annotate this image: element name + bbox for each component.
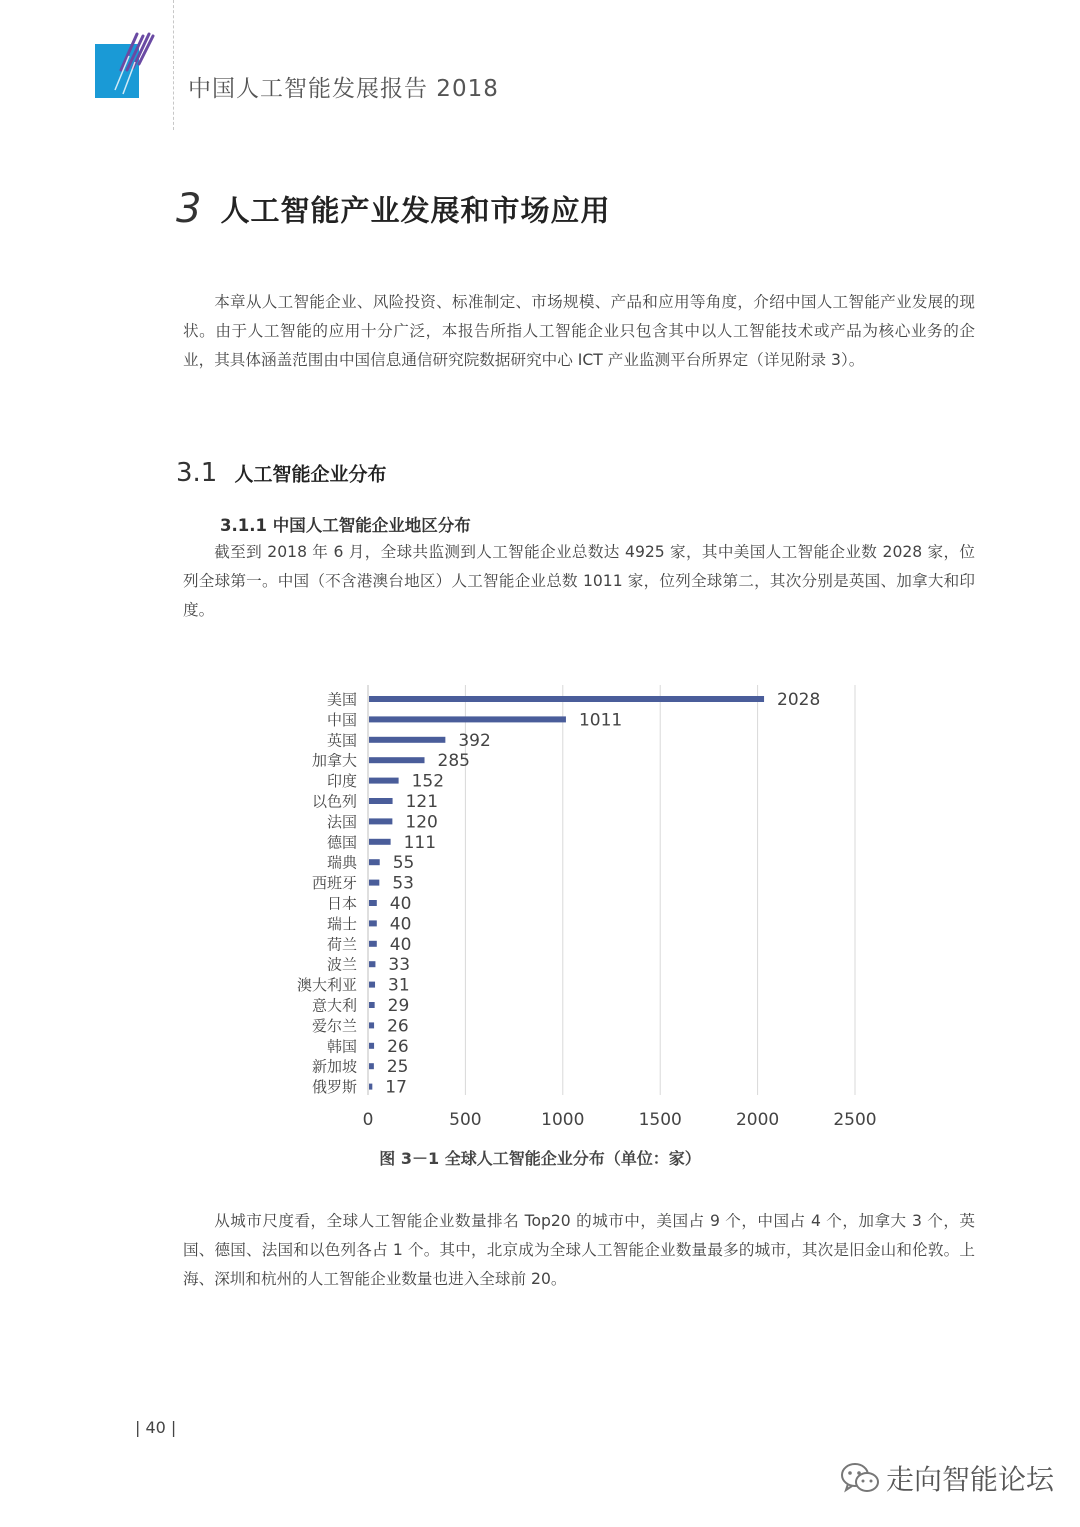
chart-data-label: 392 bbox=[458, 730, 491, 751]
section-number: 3.1 bbox=[176, 458, 218, 488]
chart-category-label: 新加坡 bbox=[311, 1057, 357, 1076]
chart-category-label: 意大利 bbox=[311, 996, 357, 1015]
chart-bar bbox=[369, 1022, 374, 1028]
section-heading bbox=[176, 458, 386, 488]
chart-category-label: 日本 bbox=[326, 894, 357, 913]
chart-data-label: 26 bbox=[387, 1016, 409, 1037]
enterprise-distribution-chart bbox=[0, 675, 1080, 1135]
header-divider bbox=[173, 0, 174, 130]
body-paragraph-3: 从城市尺度看，全球人工智能企业数量排名 Top20 的城市中，美国占 9 个，中国占 4 个，加拿大 3 个，英国、德国、法国和以色列各占 1 个。其中，北京成为全球人工智能企业数量最多的城市，其次是旧金山和伦敦。上海、深圳和杭州的人工智能企业数量也进入全球前 20。 bbox=[183, 1212, 975, 1288]
chart-category-label: 俄罗斯 bbox=[311, 1078, 357, 1097]
chart-category-label: 英国 bbox=[326, 731, 357, 750]
chart-bar bbox=[369, 757, 425, 763]
chart-data-label: 121 bbox=[405, 792, 439, 812]
chart-category-label: 韩国 bbox=[326, 1037, 357, 1056]
chart-category-label: 加拿大 bbox=[311, 751, 357, 770]
chart-bar bbox=[369, 982, 375, 988]
chart-data-label: 53 bbox=[392, 873, 414, 894]
chart-data-labels bbox=[385, 690, 820, 1098]
page-number: | 40 | bbox=[135, 1418, 177, 1437]
report-logo-icon bbox=[95, 30, 155, 98]
chart-data-label: 40 bbox=[389, 934, 412, 955]
chapter-title-text: 人工智能产业发展和市场应用 bbox=[220, 193, 611, 228]
chart-bar bbox=[369, 1043, 374, 1049]
chart-data-label: 17 bbox=[385, 1077, 407, 1098]
chart-data-label: 31 bbox=[388, 975, 410, 996]
chart-data-label: 33 bbox=[388, 955, 411, 976]
chart-data-label: 152 bbox=[411, 771, 445, 792]
chart-category-label: 中国 bbox=[326, 710, 357, 729]
chart-bar bbox=[369, 920, 377, 926]
chart-category-label: 爱尔兰 bbox=[311, 1016, 357, 1035]
chart-bar bbox=[369, 716, 566, 722]
chart-category-label: 荷兰 bbox=[326, 935, 357, 954]
chart-category-label: 西班牙 bbox=[311, 874, 357, 893]
chart-data-label: 120 bbox=[405, 812, 438, 833]
chart-bar bbox=[369, 961, 375, 967]
chart-category-label: 印度 bbox=[326, 772, 357, 791]
chart-data-label: 40 bbox=[389, 894, 412, 914]
chart-category-label: 瑞士 bbox=[326, 914, 357, 933]
chart-bar bbox=[369, 818, 392, 824]
chart-x-tick-label: 2000 bbox=[735, 1110, 780, 1130]
chart-bar bbox=[369, 1063, 374, 1069]
chart-x-tick-label: 0 bbox=[362, 1110, 374, 1130]
chart-bar bbox=[369, 1002, 375, 1008]
figure-caption: 图 3－1 全球人工智能企业分布（单位：家） bbox=[379, 1149, 701, 1168]
wechat-icon bbox=[840, 1461, 880, 1495]
chart-bar bbox=[369, 737, 445, 743]
watermark-text: 走向智能论坛 bbox=[886, 1463, 1055, 1496]
chart-bar bbox=[369, 839, 391, 845]
chart-data-label: 285 bbox=[437, 751, 470, 772]
chart-data-label: 40 bbox=[389, 914, 412, 935]
chart-x-tick-label: 1000 bbox=[541, 1110, 585, 1130]
chart-category-label: 波兰 bbox=[326, 955, 357, 974]
chart-bar bbox=[369, 859, 380, 865]
section-title: 人工智能企业分布 bbox=[234, 463, 387, 486]
chart-category-label: 美国 bbox=[326, 690, 357, 709]
watermark bbox=[840, 1458, 1054, 1498]
body-paragraph-2: 截至到 2018 年 6 月，全球共监测到人工智能企业总数达 4925 家，其中美国人工智能企业数 2028 家，位列全球第一。中国（不含港澳台地区）人工智能企业总数 1011 家，位列全球第二，其次分别是英国、加拿大和印度。 bbox=[183, 543, 975, 619]
chart-data-label: 111 bbox=[403, 832, 437, 853]
chart-gridlines bbox=[368, 685, 855, 1095]
chart-x-tick-labels bbox=[363, 1110, 877, 1130]
chart-category-label: 瑞典 bbox=[326, 853, 357, 872]
chart-data-label: 26 bbox=[387, 1036, 409, 1057]
chart-bar bbox=[369, 798, 393, 804]
chart-category-label: 以色列 bbox=[311, 792, 357, 811]
chart-bar bbox=[369, 778, 399, 784]
chart-bar bbox=[369, 941, 377, 947]
chart-x-tick-label: 2500 bbox=[833, 1110, 877, 1130]
chart-bar bbox=[369, 1084, 372, 1090]
chapter-title bbox=[176, 186, 611, 232]
chart-x-tick-label: 500 bbox=[449, 1110, 482, 1130]
chart-category-labels bbox=[297, 691, 358, 1097]
chart-bar bbox=[369, 880, 379, 886]
chart-category-label: 德国 bbox=[326, 833, 357, 852]
chart-bar bbox=[369, 696, 764, 702]
chart-data-label: 1011 bbox=[578, 710, 623, 731]
chapter-number: 3 bbox=[176, 186, 202, 232]
chart-x-tick-label: 1500 bbox=[638, 1110, 682, 1130]
subsection-heading: 3.1.1 中国人工智能企业地区分布 bbox=[220, 516, 471, 535]
chart-category-label: 法国 bbox=[326, 812, 357, 831]
chart-category-label: 澳大利亚 bbox=[296, 976, 357, 995]
chart-data-label: 29 bbox=[387, 996, 410, 1016]
chart-data-label: 55 bbox=[392, 853, 415, 874]
chart-bars bbox=[369, 696, 764, 1090]
chart-bar bbox=[369, 900, 377, 906]
chart-data-label: 25 bbox=[386, 1057, 409, 1078]
running-title: 中国人工智能发展报告 2018 bbox=[188, 76, 499, 102]
intro-paragraph: 本章从人工智能企业、风险投资、标准制定、市场规模、产品和应用等角度，介绍中国人工智能产业发展的现状。由于人工智能的应用十分广泛，本报告所指人工智能企业只包含其中以人工智能技术或产品为核心业务的企业，其具体涵盖范围由中国信息通信研究院数据研究中心 ICT 产业监测平台所界定（详见附录 3）。 bbox=[183, 293, 975, 369]
chart-data-label: 2028 bbox=[777, 690, 821, 710]
